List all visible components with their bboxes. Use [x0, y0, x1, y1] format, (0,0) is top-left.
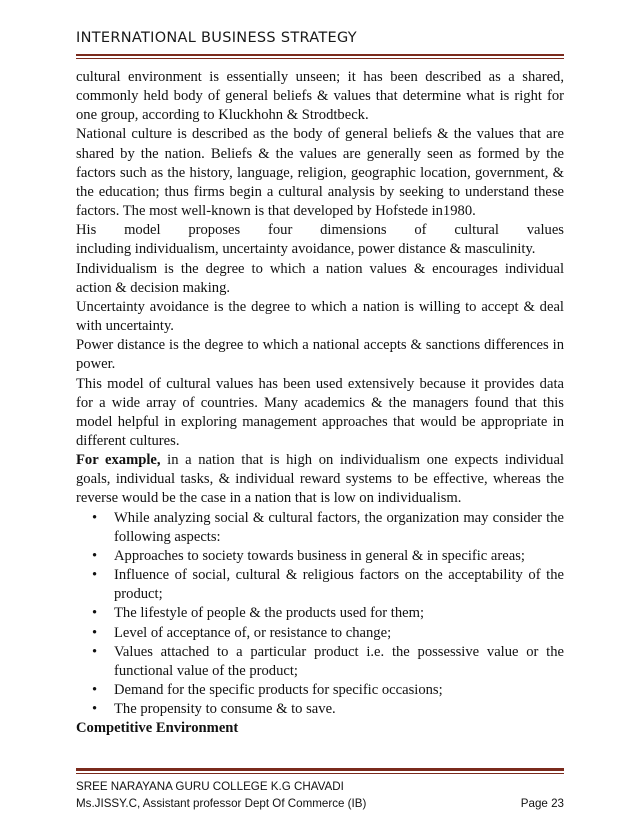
header-rule — [76, 54, 564, 56]
paragraph: Individualism is the degree to which a nation values & encourages individual action & decision making. — [76, 260, 564, 296]
footer-row — [76, 778, 564, 795]
footer-rule-thin — [76, 773, 564, 774]
word: four — [268, 222, 293, 239]
list-item-text: While analyzing social & cultural factors, the organization may consider the following aspects: — [114, 509, 564, 545]
paragraph: cultural environment is essentially unseen; it has been described as a shared, commonly held body of general beliefs & values that determine what is right for one group, according to Kluckhohn & Strodtbeck. — [76, 69, 564, 124]
page-body — [76, 68, 564, 738]
bullet-icon: • — [92, 682, 98, 698]
word: cultural — [454, 222, 499, 239]
list-item — [76, 509, 564, 547]
list-item-text: Approaches to society towards business in general & in specific areas; — [114, 547, 525, 564]
bullet-list — [76, 509, 564, 720]
list-item — [76, 624, 564, 643]
paragraph: National culture is described as the body of general beliefs & the values that are shared by the nation. Beliefs & the values are generally seen as formed by the factors such as the history, language, religion, geographic location, government, & the education; thus firms begin a cultural analysis by seeking to understand these factors. The most well-known is that developed by Hofstede in1980. — [76, 126, 564, 220]
page-number: Page 23 — [520, 797, 564, 810]
list-item — [76, 566, 564, 604]
running-header-title: INTERNATIONAL BUSINESS STRATEGY — [76, 30, 357, 46]
list-item — [76, 700, 564, 719]
word: dimensions — [320, 222, 387, 239]
word: His — [76, 222, 97, 239]
bullet-icon: • — [92, 567, 98, 584]
footer-rule — [76, 768, 564, 771]
word: model — [124, 222, 161, 239]
footer-author: Ms.JISSY.C, Assistant professor Dept Of Commerce (IB) — [76, 797, 367, 810]
bullet-icon: • — [92, 643, 98, 660]
paragraph: Power distance is the degree to which a national accepts & sanctions differences in power. — [76, 337, 564, 373]
paragraph: including individualism, uncertainty avoidance, power distance & masculinity. — [76, 241, 536, 258]
footer-row — [76, 795, 564, 812]
paragraph-text: in a nation that is high on individualism one expects individual goals, individual tasks, & individual reward systems to be effective, whereas the reverse would be the case in a nation that is low on individualism. — [76, 452, 564, 507]
paragraph-spread-line — [76, 221, 564, 240]
list-item-text: Level of acceptance of, or resistance to change; — [114, 624, 392, 641]
paragraph: Uncertainty avoidance is the degree to which a nation is willing to accept & deal with uncertainty. — [76, 298, 564, 335]
bullet-icon: • — [92, 624, 98, 641]
bullet-icon: • — [92, 701, 98, 718]
list-item — [76, 547, 564, 566]
word: proposes — [188, 222, 241, 239]
bullet-icon: • — [92, 509, 98, 526]
list-item-text: The lifestyle of people & the products used for them; — [114, 605, 425, 622]
paragraph — [76, 451, 564, 508]
list-item-text: Influence of social, cultural & religious factors on the acceptability of the product; — [114, 567, 564, 603]
list-item-text: Values attached to a particular product i.e. the possessive value or the functional value of the product; — [114, 643, 564, 679]
paragraph: This model of cultural values has been used extensively because it provides data for a wide array of countries. Many academics & the managers found that this model helpful in exploring management approaches that would be appropriate in different cultures. — [76, 375, 564, 449]
word: of — [414, 222, 427, 239]
list-item — [76, 643, 564, 681]
bullet-icon: • — [92, 547, 98, 564]
list-item — [76, 604, 564, 623]
header-rule-thin — [76, 58, 564, 59]
footer-college: SREE NARAYANA GURU COLLEGE K.G CHAVADI — [76, 780, 344, 793]
bullet-icon: • — [92, 605, 98, 622]
list-item — [76, 681, 564, 700]
list-item-text: The propensity to consume & to save. — [114, 701, 336, 718]
page-footer — [76, 778, 564, 812]
word: values — [526, 222, 564, 239]
section-heading: Competitive Environment — [76, 720, 239, 737]
list-item-text: Demand for the specific products for specific occasions; — [114, 682, 443, 698]
emphasis-lead: For example, — [76, 452, 161, 469]
